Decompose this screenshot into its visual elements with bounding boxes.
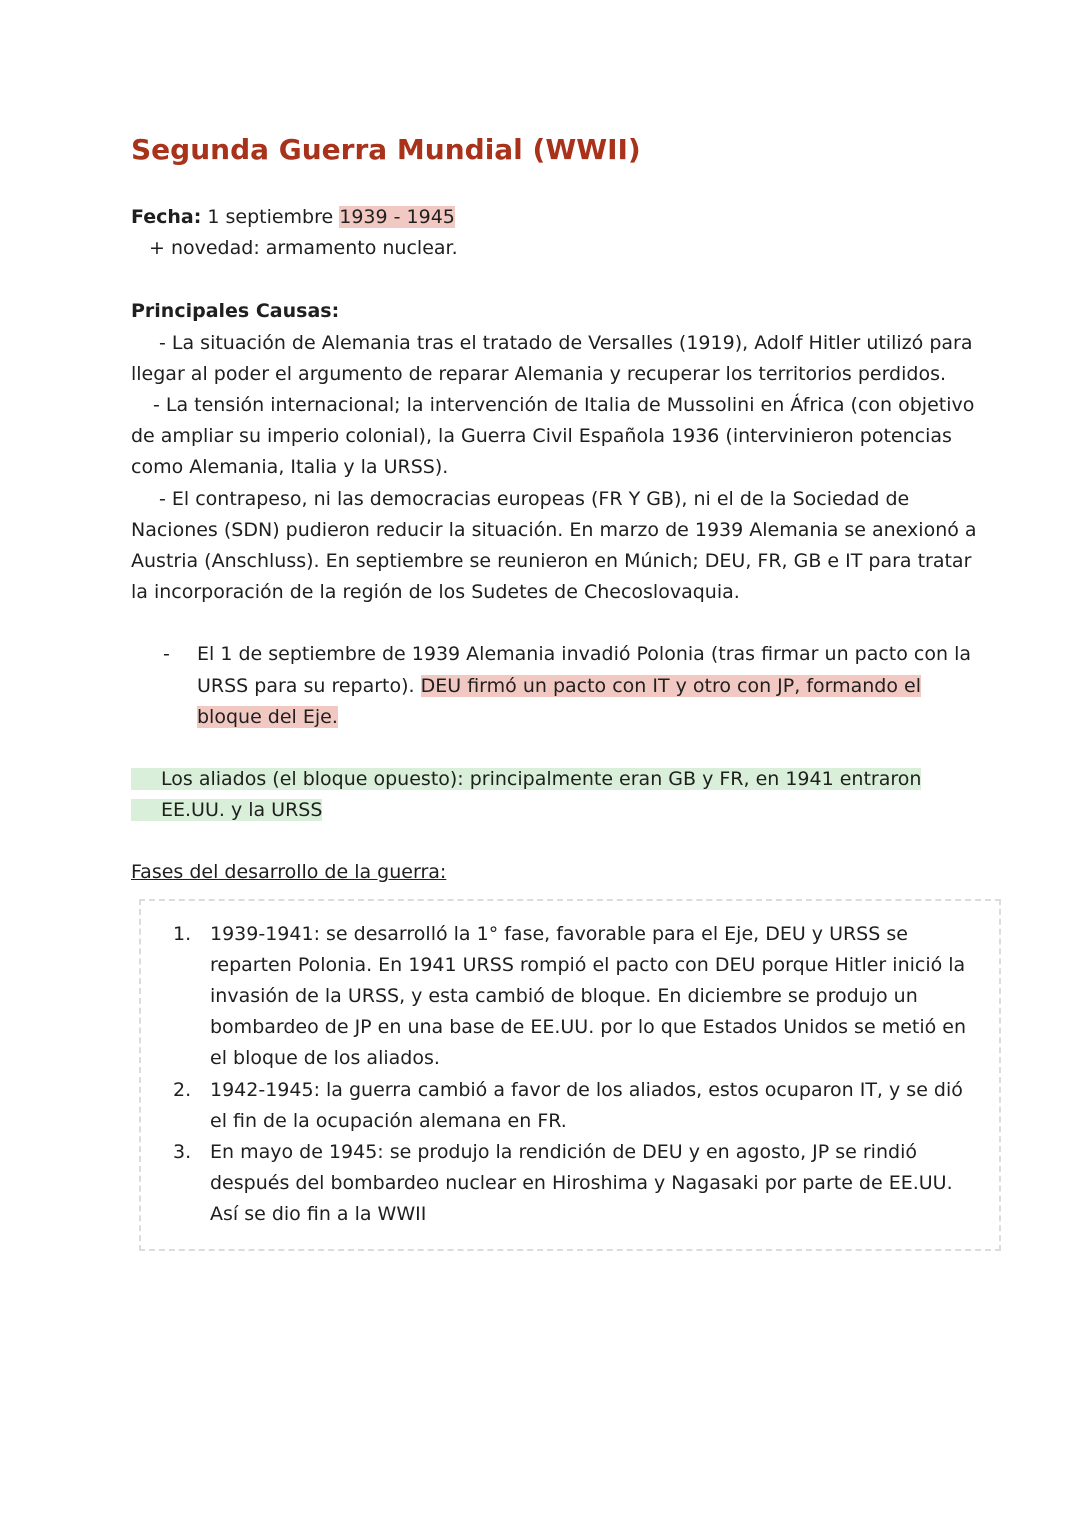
bullet-highlight: DEU firmó un pacto con IT y otro con JP, formando el bloque del Eje. [197, 674, 921, 728]
phase-number: 1. [173, 922, 192, 945]
causa-item: - La tensión internacional; la intervención de Italia de Mussolini en África (con objetivo de ampliar su imperio colonial), la Guerra Civil Española 1936 (intervinieron potencias como Alemania, Italia y la URSS). [131, 394, 975, 479]
bullet-text: El 1 de septiembre de 1939 Alemania invadió Polonia (tras firmar un pacto con la URSS para su reparto). [197, 643, 971, 697]
fecha-label: Fecha: [131, 206, 202, 228]
phase-item [161, 919, 979, 1075]
bullet-dash: - [163, 643, 170, 666]
fecha-text: 1 septiembre [201, 206, 340, 228]
document-page [131, 130, 991, 1251]
bullet-item [163, 639, 991, 733]
fecha-highlight: 1939 - 1945 [339, 206, 455, 228]
fases-heading: Fases del desarrollo de la guerra: [131, 861, 447, 884]
causas-heading: Principales Causas: [131, 300, 340, 323]
aliados-paragraph [131, 764, 991, 826]
novedad-line: + novedad: armamento nuclear. [149, 237, 458, 260]
phase-text: 1942-1945: la guerra cambió a favor de los aliados, estos ocuparon IT, y se dió el fin de la ocupación alemana en FR. [210, 1078, 963, 1132]
causa-item: - El contrapeso, ni las democracias europeas (FR Y GB), ni el de la Sociedad de Naciones (SDN) pudieron reducir la situación. En marzo de 1939 Alemania se anexionó a Austria (Anschluss). En septiembre se reunieron en Múnich; DEU, FR, GB e IT para tratar la incorporación de la región de los Sudetes de Checoslovaquia. [131, 487, 977, 604]
phase-number: 3. [173, 1141, 192, 1164]
fecha-line [131, 202, 991, 233]
aliados-highlight: Los aliados (el bloque opuesto): principalmente eran GB y FR, en 1941 entraron EE.UU. y la URSS [131, 768, 921, 821]
phases-box [139, 899, 1001, 1251]
phase-item [161, 1075, 979, 1137]
phase-number: 2. [173, 1078, 192, 1101]
phase-text: 1939-1941: se desarrolló la 1° fase, favorable para el Eje, DEU y URSS se reparten Polonia. En 1941 URSS rompió el pacto con DEU porque Hitler inició la invasión de la URSS, y esta cambió de bloque. En diciembre se produjo un bombardeo de JP en una base de EE.UU. por lo que Estados Unidos se metió en el bloque de los aliados. [210, 922, 967, 1070]
phase-item [161, 1137, 979, 1231]
page-title: Segunda Guerra Mundial (WWII) [131, 133, 641, 166]
phase-text: En mayo de 1945: se produjo la rendición de DEU y en agosto, JP se rindió después del bombardeo nuclear en Hiroshima y Nagasaki por parte de EE.UU. Así se dio fin a la WWII [210, 1141, 953, 1226]
causa-item: - La situación de Alemania tras el tratado de Versalles (1919), Adolf Hitler utilizó para llegar al poder el argumento de reparar Alemania y recuperar los territorios perdidos. [131, 331, 973, 385]
